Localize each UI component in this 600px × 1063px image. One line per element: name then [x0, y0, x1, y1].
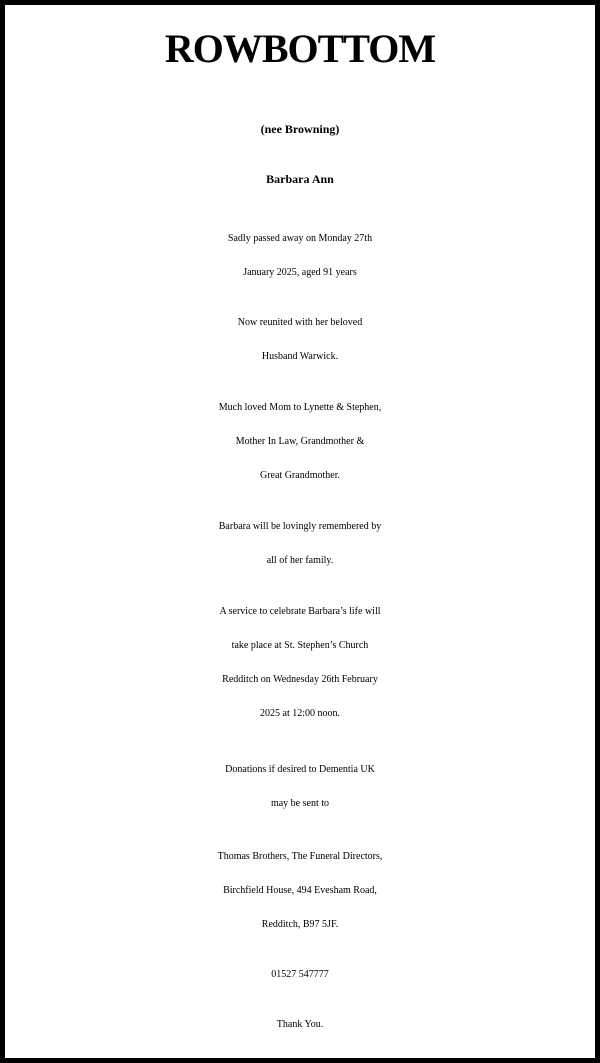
paragraph-remembered-line: all of her family. — [266, 555, 334, 566]
phone-number: 01527 547777 — [271, 969, 329, 980]
paragraph-family-line: Great Grandmother. — [260, 470, 340, 481]
paragraph-remembered-line: Barbara will be lovingly remembered by — [218, 521, 382, 532]
forenames-heading: Barbara Ann — [266, 172, 334, 186]
paragraph-death-line: January 2025, aged 91 years — [243, 267, 357, 278]
paragraph-service-line: Redditch on Wednesday 26th February — [222, 674, 378, 685]
paragraph-donations-line: may be sent to — [270, 798, 330, 809]
paragraph-service-line: take place at St. Stephen’s Church — [231, 640, 369, 651]
paragraph-death-line: Sadly passed away on Monday 27th — [227, 233, 373, 244]
paragraph-reunited-line: Now reunited with her beloved — [237, 317, 363, 328]
closing-thanks: Thank You. — [276, 1019, 324, 1030]
paragraph-donations-line: Donations if desired to Dementia UK — [225, 764, 375, 775]
paragraph-address-line: Redditch, B97 5JF. — [261, 919, 339, 930]
paragraph-service-line: 2025 at 12:00 noon. — [260, 708, 340, 719]
paragraph-address-line: Birchfield House, 494 Evesham Road, — [223, 885, 377, 896]
paragraph-family-line: Mother In Law, Grandmother & — [235, 436, 365, 447]
surname-heading: ROWBOTTOM — [164, 26, 436, 71]
maiden-name-heading: (nee Browning) — [260, 122, 340, 136]
paragraph-address-line: Thomas Brothers, The Funeral Directors, — [217, 851, 383, 862]
paragraph-service-line: A service to celebrate Barbara’s life will — [219, 606, 381, 617]
paragraph-family-line: Much loved Mom to Lynette & Stephen, — [218, 402, 382, 413]
paragraph-reunited-line: Husband Warwick. — [261, 351, 339, 362]
